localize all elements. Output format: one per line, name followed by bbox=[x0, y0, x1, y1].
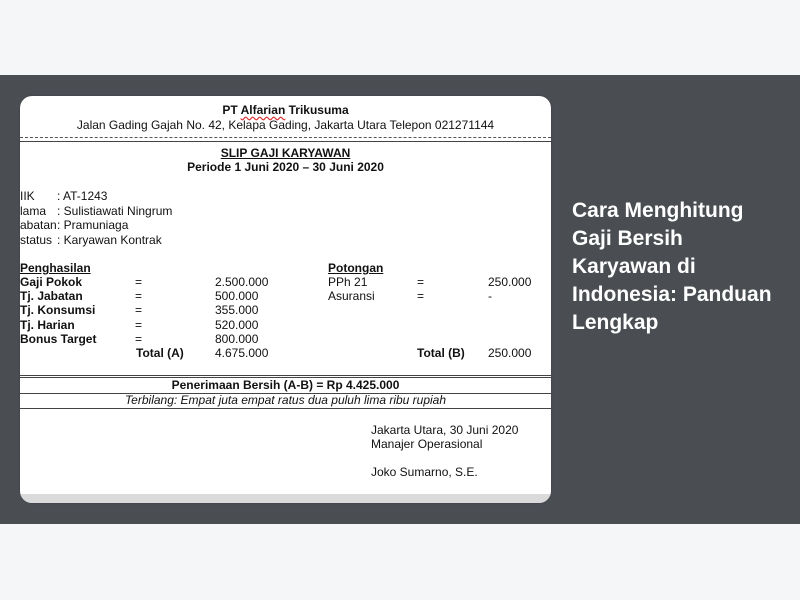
salary-slip-image bbox=[20, 96, 551, 503]
deduction-value: - bbox=[488, 289, 492, 303]
earning-value: 800.000 bbox=[215, 332, 259, 346]
earnings-heading: Penghasilan bbox=[20, 261, 91, 275]
earning-value: 500.000 bbox=[215, 289, 259, 303]
earning-eq: = bbox=[135, 332, 143, 346]
deductions-heading: Potongan bbox=[328, 261, 384, 275]
signature-name: Joko Sumarno, S.E. bbox=[371, 465, 478, 479]
signature-place-date: Jakarta Utara, 30 Juni 2020 bbox=[371, 423, 519, 437]
earning-value: 355.000 bbox=[215, 303, 259, 317]
slip-bottom-edge bbox=[20, 494, 551, 503]
signature-position: Manajer Operasional bbox=[371, 437, 483, 451]
slip-title: SLIP GAJI KARYAWAN bbox=[220, 146, 351, 160]
net-salary-spelled: Terbilang: Empat juta empat ratus dua puluh lima ribu rupiah bbox=[124, 393, 447, 407]
earning-value: 2.500.000 bbox=[215, 275, 269, 289]
deduction-eq: = bbox=[417, 289, 425, 303]
earning-label: Tj. Harian bbox=[20, 318, 75, 332]
earning-label: Tj. Jabatan bbox=[20, 289, 83, 303]
deductions-total-label: Total (B) bbox=[417, 346, 465, 360]
earnings-total-label: Total (A) bbox=[136, 346, 184, 360]
company-name: PT Alfarian Trikusuma bbox=[222, 103, 349, 117]
earning-eq: = bbox=[135, 318, 143, 332]
slip-period: Periode 1 Juni 2020 – 30 Juni 2020 bbox=[187, 160, 384, 174]
employee-label-name: lama bbox=[20, 204, 47, 218]
deductions-total-value: 250.000 bbox=[488, 346, 532, 360]
employee-value-status: : Karyawan Kontrak bbox=[57, 233, 162, 247]
deduction-value: 250.000 bbox=[488, 275, 532, 289]
earning-eq: = bbox=[135, 289, 143, 303]
employee-label-id: IIK bbox=[20, 189, 35, 203]
deduction-label: PPh 21 bbox=[328, 275, 368, 289]
article-title: Cara Menghitung Gaji Bersih Karyawan di Indonesia: Panduan Lengkap bbox=[572, 199, 772, 334]
employee-value-id: : AT-1243 bbox=[57, 189, 108, 203]
employee-value-name: : Sulistiawati Ningrum bbox=[57, 204, 173, 218]
header-divider bbox=[20, 137, 551, 138]
company-address: Jalan Gading Gajah No. 42, Kelapa Gading, Jakarta Utara Telepon 021271144 bbox=[76, 118, 495, 132]
earning-label: Bonus Target bbox=[20, 332, 97, 346]
net-divider-bottom bbox=[20, 408, 551, 409]
salary-slip bbox=[20, 96, 551, 503]
employee-value-position: : Pramuniaga bbox=[57, 218, 129, 232]
employee-label-position: abatan bbox=[20, 218, 57, 232]
header-divider-2 bbox=[20, 141, 551, 142]
deduction-eq: = bbox=[417, 275, 425, 289]
earning-label: Tj. Konsumsi bbox=[20, 303, 96, 317]
deduction-label: Asuransi bbox=[328, 289, 375, 303]
earnings-total-value: 4.675.000 bbox=[215, 346, 269, 360]
net-salary: Penerimaan Bersih (A-B) = Rp 4.425.000 bbox=[171, 378, 400, 392]
earning-label: Gaji Pokok bbox=[20, 275, 83, 289]
earning-eq: = bbox=[135, 303, 143, 317]
earning-value: 520.000 bbox=[215, 318, 259, 332]
employee-label-status: status bbox=[20, 233, 53, 247]
earning-eq: = bbox=[135, 275, 143, 289]
